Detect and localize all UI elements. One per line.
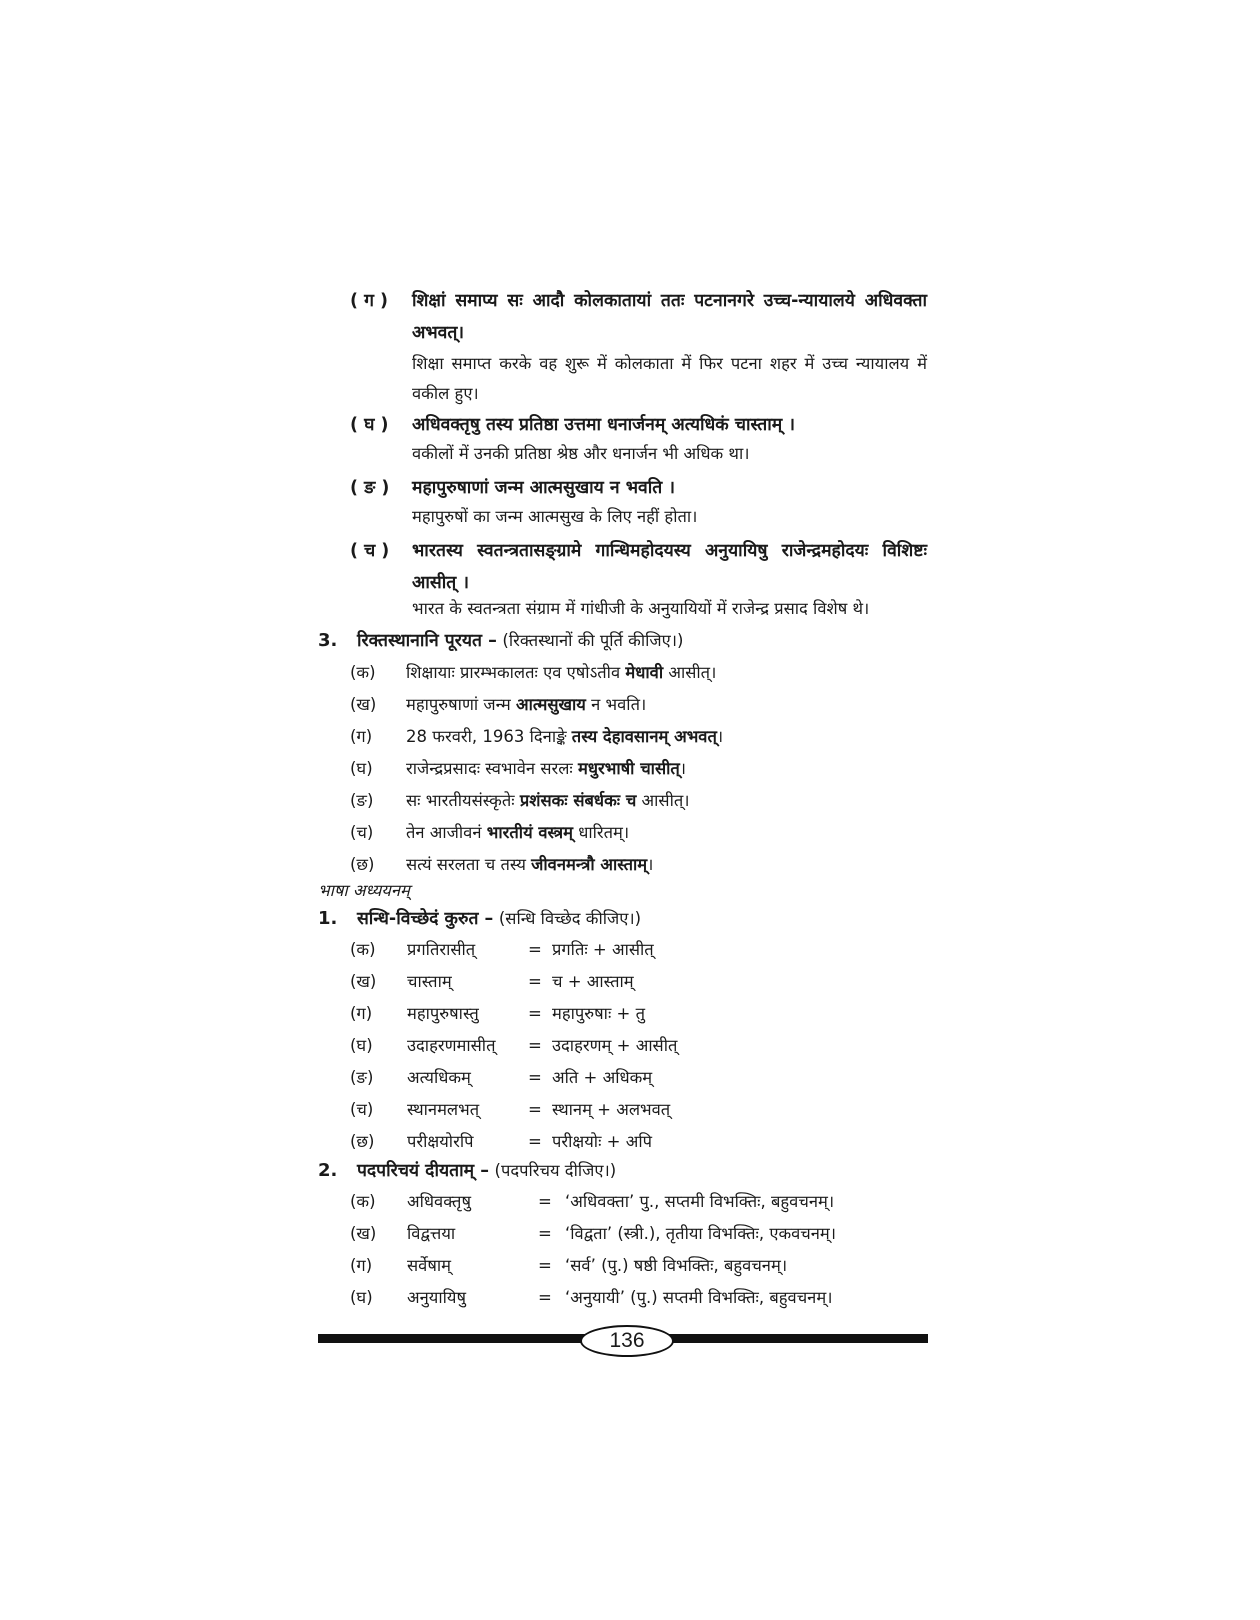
hindi-translation: भारत के स्वतन्त्रता संग्राम में गांधीजी के अनुयायियों में राजेन्द्र प्रसाद विशेष थे। [412, 599, 870, 618]
sanskrit-sentence: महापुरुषाणां जन्म आत्मसुखाय न भवति । [412, 478, 675, 498]
translation-label: ( ङ ) [350, 478, 390, 498]
answer-text: प्रशंसकः संबर्धकः च [519, 791, 637, 810]
question-subtitle: (रिक्तस्थानों की पूर्ति कीजिए।) [502, 631, 684, 650]
translation-label: ( घ ) [350, 415, 389, 435]
answer-text: मेधावी [625, 663, 664, 682]
list-item: (क) शिक्षायाः प्रारम्भकालतः एव एषोऽतीव मेधावी आसीत्। [350, 663, 717, 682]
sanskrit-sentence: भारतस्य स्वतन्त्रतासङ्ग्रामे गान्धिमहोदयस्य अनुयायिषु राजेन्द्रमहोदयः विशिष्टः आसीत् । [412, 541, 927, 593]
question-number: 3. [318, 630, 338, 651]
question-title: पदपरिचयं दीयताम् – [356, 1161, 489, 1181]
question-subtitle: (पदपरिचय दीजिए।) [494, 1161, 617, 1180]
hindi-translation: वकीलों में उनकी प्रतिष्ठा श्रेष्ठ और धनार्जन भी अधिक था। [412, 444, 750, 463]
list-item: (घ) राजेन्द्रप्रसादः स्वभावेन सरलः मधुरभाषी चासीत्। [350, 759, 687, 778]
answer-text: मधुरभाषी चासीत् [578, 759, 680, 778]
list-item: (ग) 28 फरवरी, 1963 दिनाङ्के तस्य देहावसानम् अभवत्। [350, 727, 724, 746]
hindi-translation: महापुरुषों का जन्म आत्मसुख के लिए नहीं होता। [412, 507, 698, 526]
list-item: (ख) महापुरुषाणां जन्म आत्मसुखाय न भवति। [350, 695, 647, 714]
question-title: सन्धि-विच्छेदं कुरुत – [356, 909, 494, 929]
translation-label: ( च ) [350, 541, 390, 561]
question-title: रिक्तस्थानानि पूरयत – [356, 631, 497, 651]
answer-text: आत्मसुखाय [516, 695, 586, 714]
question-heading [318, 628, 683, 654]
page-number: 136 [580, 1325, 674, 1357]
question-number: 2. [318, 1160, 338, 1181]
list-item: (ङ) सः भारतीयसंस्कृतेः प्रशंसकः संबर्धकः च आसीत्। [350, 791, 690, 810]
sanskrit-sentence: शिक्षां समाप्य सः आदौ कोलकातायां ततः पटनानगरे उच्च-न्यायालये अधिवक्ता अभवत्। [412, 291, 927, 343]
list-item: (छ) सत्यं सरलता च तस्य जीवनमन्त्रौ आस्ताम्। [350, 855, 654, 874]
sanskrit-sentence: अधिवक्तृषु तस्य प्रतिष्ठा उत्तमा धनार्जनम् अत्यधिकं चास्ताम् । [412, 415, 795, 435]
question-heading [318, 906, 641, 932]
answer-text: भारतीयं वस्त्रम् [486, 823, 573, 842]
answer-text: जीवनमन्त्रौ आस्ताम् [531, 855, 648, 874]
list-item: (च) तेन आजीवनं भारतीयं वस्त्रम् धारितम्। [350, 823, 630, 842]
translation-label: ( ग ) [350, 291, 389, 311]
question-heading [318, 1158, 616, 1184]
section-heading: भाषा अध्ययनम् [318, 881, 410, 900]
question-number: 1. [318, 908, 338, 929]
hindi-translation: शिक्षा समाप्त करके वह शुरू में कोलकाता में फिर पटना शहर में उच्च न्यायालय में वकील हुए। [412, 354, 927, 403]
question-subtitle: (सन्धि विच्छेद कीजिए।) [498, 909, 642, 928]
answer-text: तस्य देहावसानम् अभवत् [571, 727, 717, 746]
document-page: ( ग ) शिक्षां समाप्य सः आदौ कोलकातायां ततः पटनानगरे उच्च-न्यायालये अधिवक्ता अभवत्। शिक्षा समाप्त करके वह शुरू में कोलकाता में फिर पटना शहर में उच्च न्यायालय में वकील हुए। ( घ ) अधिवक्तृषु तस्य प्रतिष्ठा उत्तमा धनार्जनम् अत्यधिकं चास्ताम् । वकीलों में उनकी प्रतिष्ठा श्रेष्ठ और धनार्जन भी अधिक था। ( ङ ) महापुरुषाणां जन्म आत्मसुखाय न भवति । महापुरुषों का जन्म आत्मसुख के लिए नहीं होता। ( च ) भारतस्य स्वतन्त्रतासङ्ग्रामे गान्धिमहोदयस्य अनुयायिषु राजेन्द्रमहोदयः विशिष्टः आसीत् । भारत के स्वतन्त्रता संग्राम में गांधीजी के अनुयायियों में राजेन्द्र प्रसाद विशेष थे। 3. रिक्तस्थानानि पूरयत – (रिक्तस्थानों की पूर्ति कीजिए।) (क) शिक्षायाः प्रारम्भकालतः एव एषोऽतीव मेधावी आसीत्। (ख) महापुरुषाणां जन्म आत्मसुखाय न भवति। (ग) 28 फरवरी, 1963 दिनाङ्के तस्य देहावसानम् अभवत्। (घ) राजेन्द्रप्रसादः स्वभावेन सरलः मधुरभाषी चासीत्। (ङ) सः भारतीयसंस्कृतेः प्रशंसकः संबर्धकः च आसीत्। (च) तेन आजीवनं भारतीयं वस्त्रम् धारितम्। (छ) सत्यं सरलता च तस्य जीवनमन्त्रौ आस्ताम्। भाषा अध्ययनम् 1. सन्धि-विच्छेदं कुरुत – (सन्धि विच्छेद कीजिए।) (क) प्रगतिरासीत् = प्रगतिः + आसीत् (ख) चास्ताम् = च + आस्ताम् (ग) महापुरुषास्तु = महापुरुषाः + तु (घ) उदाहरणमासीत् = उदाहरणम् + आसीत् (ङ) अत्यधिकम् = अति + अधिकम् (च) स्थानमलभत् = स्थानम् + अलभवत् (छ) परीक्षयोरपि = परीक्षयोः + अपि 2. पदपरिचयं दीयताम् – (पदपरिचय दीजिए।) (क) अधिवक्तृषु = ‘अधिवक्ता’ पु., सप्तमी विभक्तिः, बहुवचनम्। (ख) विद्वत्तया = ‘विद्वता’ (स्त्री.), तृतीया विभक्तिः, एकवचनम्। (ग) सर्वेषाम् = ‘सर्व’ (पु.) षष्ठी विभक्तिः, बहुवचनम्। (घ) अनुयायिषु = ‘अनुयायी’ (पु.) सप्तमी विभक्तिः, बहुवचनम्। 136 [0, 0, 1260, 1620]
